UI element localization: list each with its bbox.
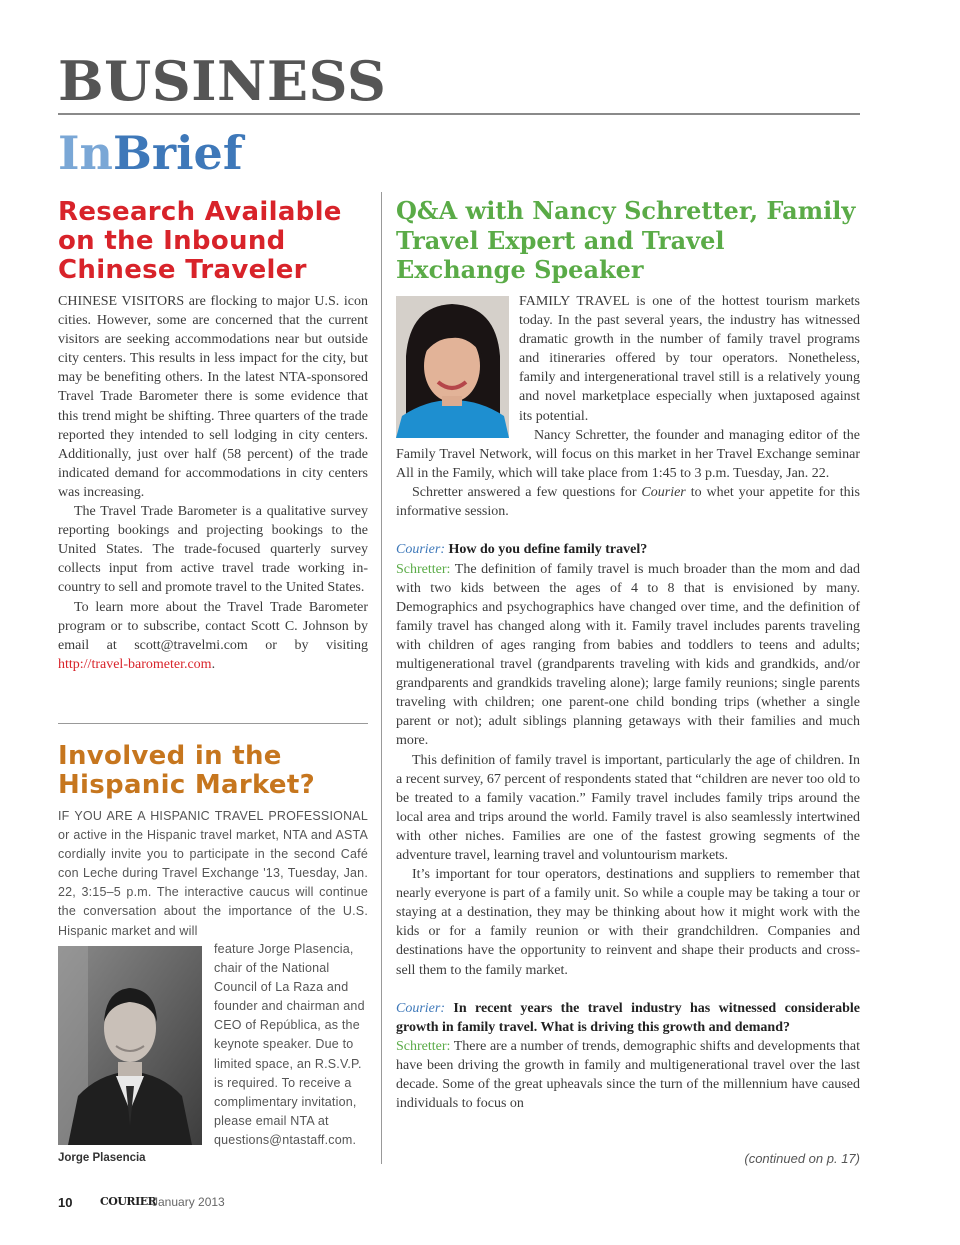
schretter-label: Schretter: <box>396 561 451 577</box>
question-1 <box>396 540 860 559</box>
courier-label: Courier: <box>396 1000 445 1016</box>
paragraph-contact-end: . <box>211 656 216 672</box>
paragraph: The Travel Trade Barometer is a qualitative survey reporting bookings and projecting bookings to the United States. The trade-focused quarterly survey collects input from active travel trade working in-country to sell and promote travel to the United States. <box>58 504 368 596</box>
paragraph: It’s important for tour operators, destinations and suppliers to remember that nearly everyone is part of a family unit. So while a couple may be taking a tour or staying at a destination, they may be thinking about how it might work with the kids or for a family reunion or with their grandchildren. Companies and destinations have the opportunity to reinvent and shape their products and cross-sell them to the family market. <box>396 867 860 978</box>
question-2 <box>396 999 860 1037</box>
article-headline-qa: Q&A with Nancy Schretter, Family Travel Expert and Travel Exchange Speaker <box>396 196 856 284</box>
article-headline-chinese-traveler: Research Available on the Inbound Chinese Traveler <box>58 197 342 285</box>
subsection-title <box>58 126 243 180</box>
issue-date: January 2013 <box>152 1195 225 1209</box>
page-number: 10 <box>58 1195 73 1210</box>
question-text: How do you define family travel? <box>448 542 648 558</box>
article-body-hispanic-market <box>58 807 368 941</box>
schretter-label: Schretter: <box>396 1038 451 1054</box>
paragraph: This definition of family travel is important, particularly the age of children. In a recent survey, 67 percent of respondents stated that “children are never too old to be treated to a family vacation.” Family travel includes family trips around the local area and trips around the world. Family travel is also seamlessly intertwined with other niches. Families are one of the fastest growing segments of the adventure travel, learning travel and voluntourism markets. <box>396 752 860 863</box>
answer-2 <box>396 1037 860 1113</box>
paragraph-contact <box>58 598 368 674</box>
article-intro-wrap <box>519 292 860 426</box>
photo-caption: Jorge Plasencia <box>58 1152 146 1164</box>
jorge-plasencia-photo <box>58 946 202 1145</box>
answer-text: There are a number of trends, demographic shifts and developments that have been driving the growth in family and multigenerational travel over the last decade. Some of the great upheavals since the turn of the millennium have caused individuals to focus on <box>396 1038 860 1112</box>
article-divider <box>58 723 368 724</box>
continued-note: (continued on p. 17) <box>744 1151 860 1166</box>
paragraph <box>396 483 860 521</box>
courier-label: Courier: <box>396 542 445 558</box>
paragraph-text: Schretter answered a few questions for <box>412 485 642 501</box>
barometer-link[interactable]: http://travel-barometer.com <box>58 656 212 672</box>
paragraph: IF YOU ARE A HISPANIC TRAVEL PROFESSIONAL or active in the Hispanic travel market, NTA and ASTA cordially invite you to participate in the second Café con Leche during Travel Exchange '13, Tuesday, Jan. 22, 3:15–5 p.m. The interactive caucus will continue the conversation about the importance of the U.S. Hispanic market and will <box>58 809 368 938</box>
section-title: BUSINESS <box>58 49 387 113</box>
column-divider <box>381 192 382 1164</box>
paragraph-text: to whet your appetite for this informative session. <box>396 485 860 520</box>
question-text: In recent years the travel industry has witnessed considerable growth in family travel. What is driving this growth and demand? <box>396 1000 861 1035</box>
paragraph: Nancy Schretter, the founder and managing editor of the Family Travel Network, will focus on this market in her Travel Exchange seminar All in the Family, which will take place from 1:45 to 3 p.m. Tuesday, Jan. 22. <box>396 428 860 482</box>
article-headline-hispanic-market: Involved in the Hispanic Market? <box>58 741 315 800</box>
subsection-title-part1: In <box>58 126 113 180</box>
article-body-qa <box>396 426 860 1113</box>
article-body-hispanic-market-side <box>214 940 368 1150</box>
paragraph: feature Jorge Plasencia, chair of the National Council of La Raza and founder and chairman and CEO of República, as the keynote speaker. Due to limited space, an R.S.V.P. is required. To receive a complimentary invitation, please email NTA at questions@ntastaff.com. <box>214 942 365 1147</box>
answer-1 <box>396 560 860 751</box>
paragraph: FAMILY TRAVEL is one of the hottest tourism markets today. In the past several years, the industry has witnessed dramatic growth in the number of family travel programs and itineraries offered by tour operators. Nonetheless, family and intergenerational travel still is a relatively young and novel marketplace especially when juxtaposed against its potential. <box>519 294 860 424</box>
paragraph: CHINESE VISITORS are flocking to major U.S. icon cities. However, some are concerned that the current visitors are seeking accommodations near but outside city centers. This results in less impact for the city, but may be benefiting others. In the latest NTA-sponsored Travel Trade Barometer there is some evidence that this trend might be shifting. Three quarters of the trade reported they intended to sell lodging in city centers. Additionally, just over half (58 percent) of the trade indicated demand for accommodations in city centers was increasing. <box>58 294 368 500</box>
article-body-chinese-traveler <box>58 292 368 674</box>
nancy-schretter-photo <box>396 296 509 438</box>
answer-text: The definition of family travel is much broader than the mom and dad with two kids between the ages of 4 to 8 that is envisioned by many. Demographics and psychographics have changed over time, and the definition of family travel has changed along with it. Family travel includes parents traveling with children of ages ranging from babies and toddlers to teens and adults; multigenerational travel (grandparents traveling with kids and grandkids, and/or grandparents and grandkids traveling alone); large family reunions; single parents traveling with children; one parent-one child bonding trips (whether a single parent or not); adult siblings planning getaways with their families and much more. <box>396 561 860 749</box>
paragraph-contact-text: To learn more about the Travel Trade Barometer program or to subscribe, contact Scott C. Johnson by email at scott@travelmi.com or by visiting <box>58 599 368 653</box>
publication-logo: COURIER <box>100 1195 157 1208</box>
subsection-title-part2: Brief <box>112 126 243 180</box>
header-divider <box>58 113 860 115</box>
publication-name: Courier <box>641 485 686 501</box>
